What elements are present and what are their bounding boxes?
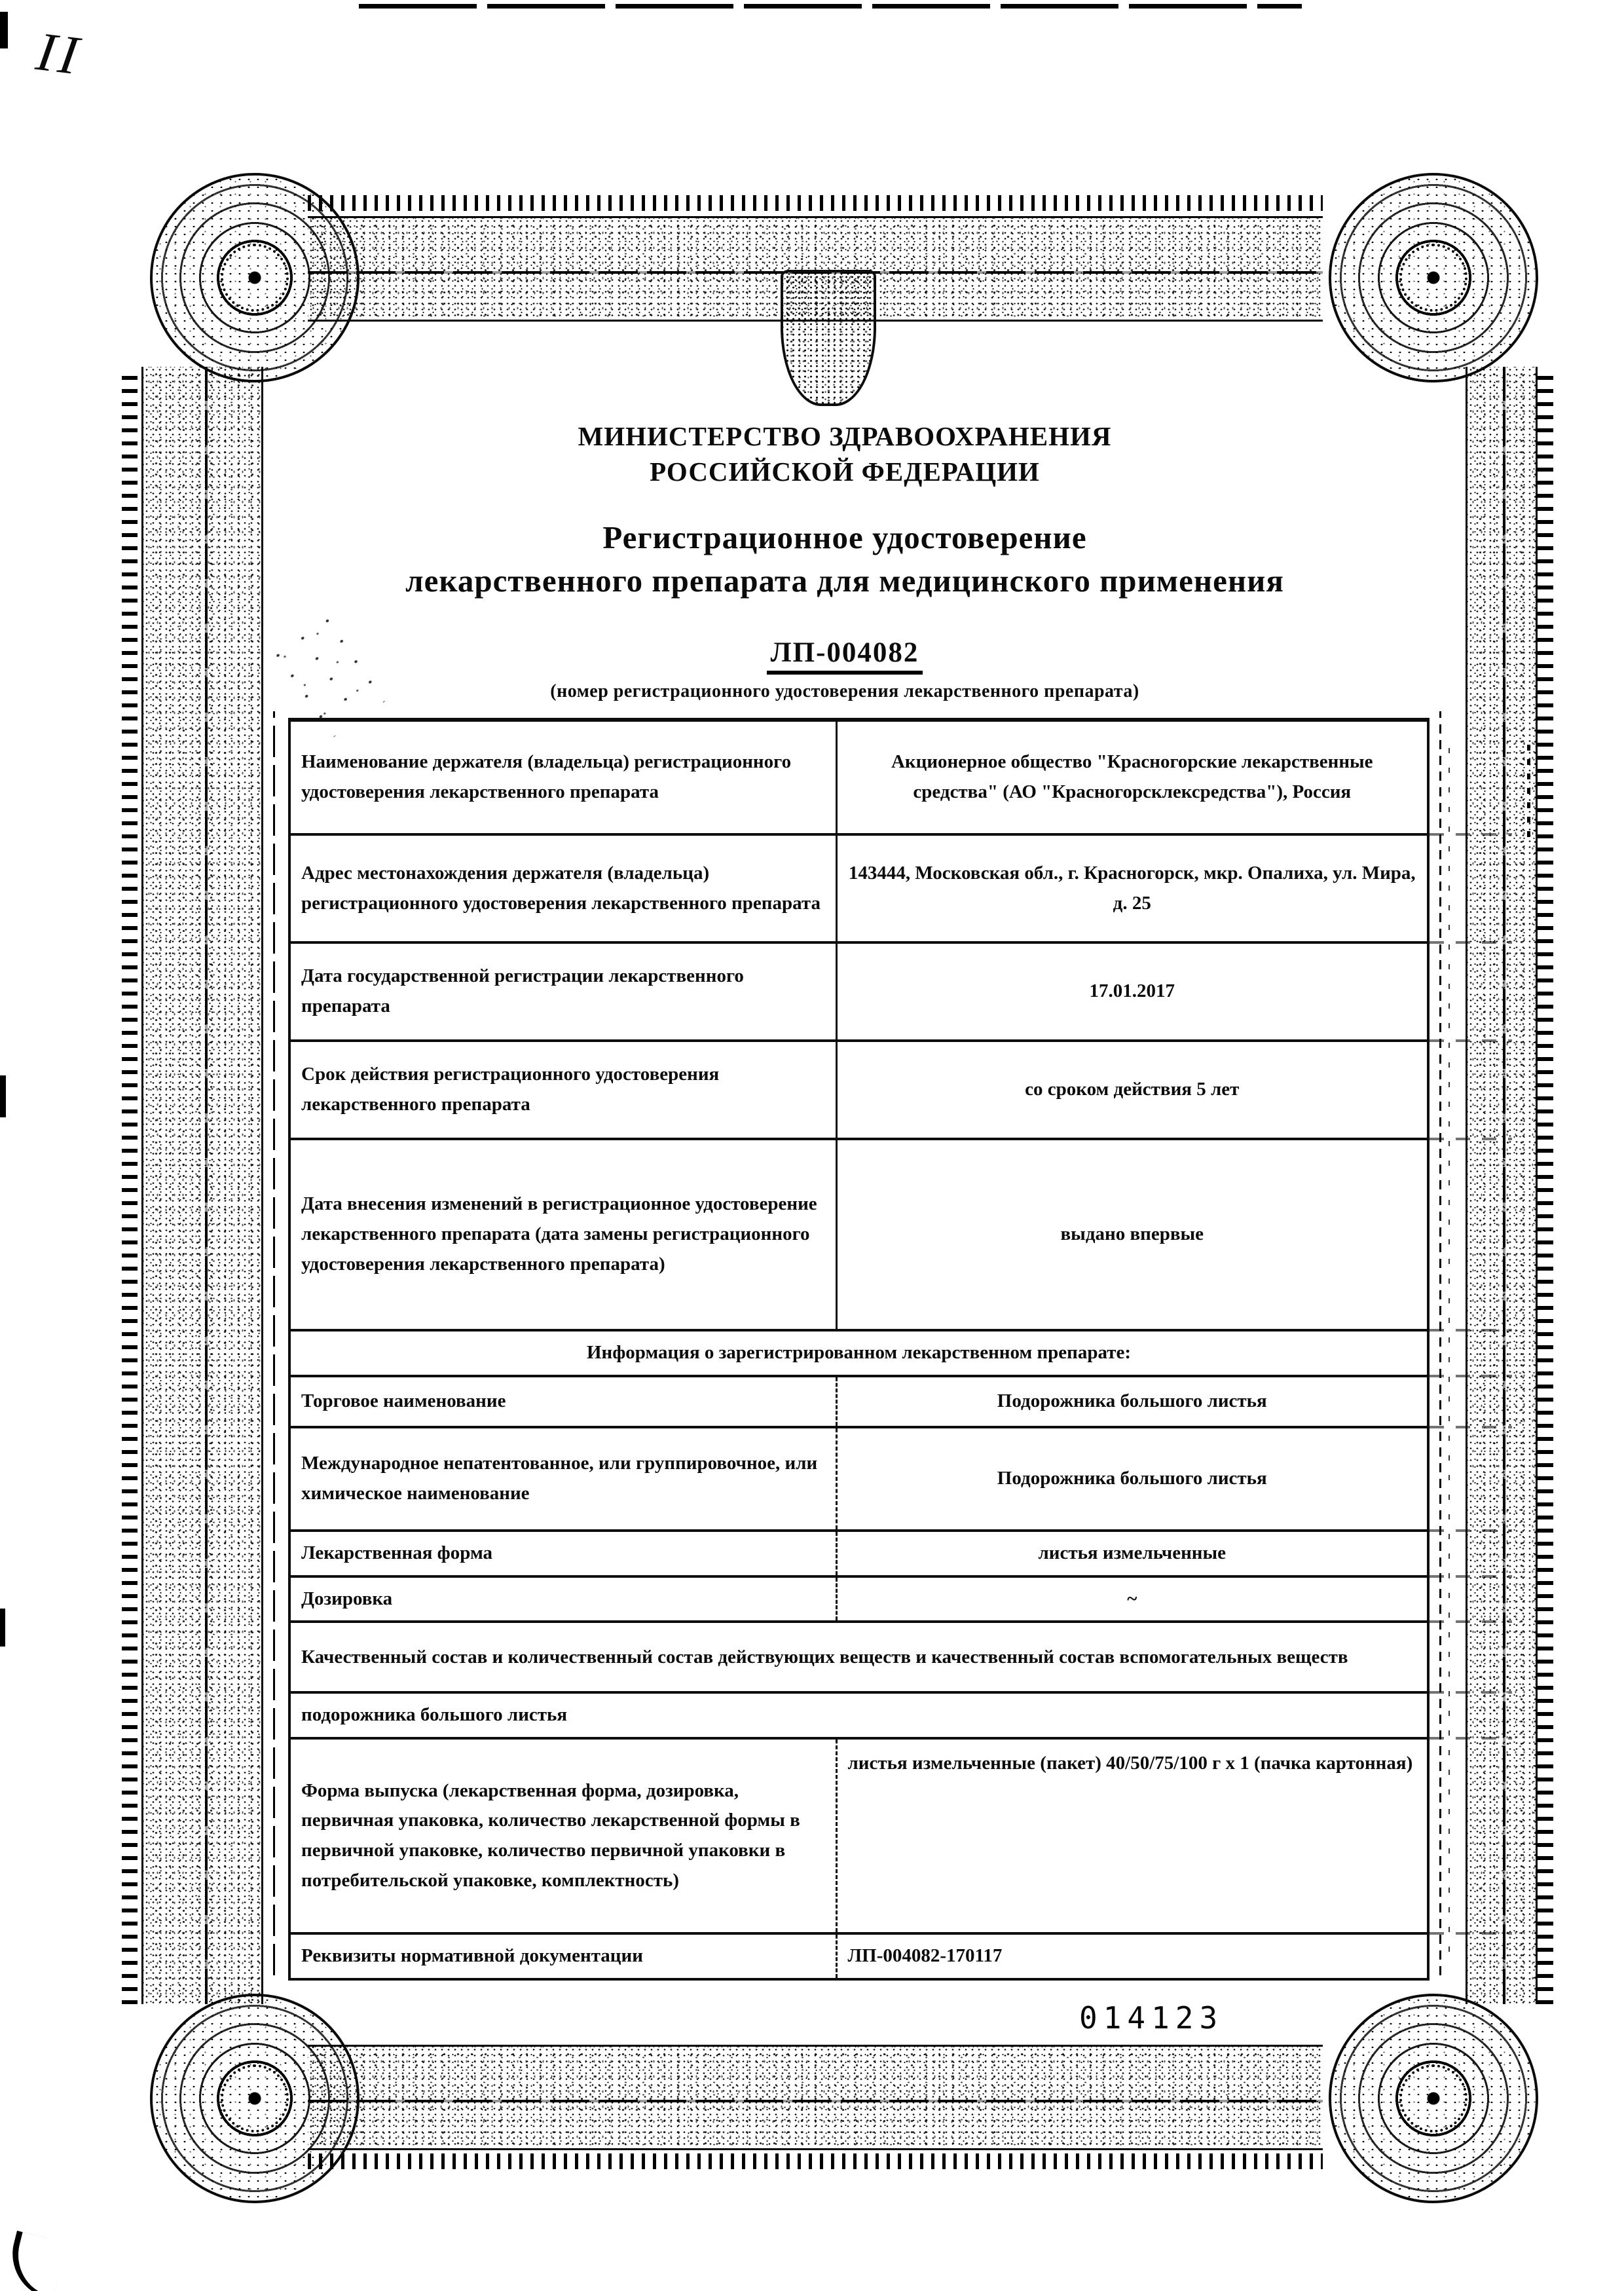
registration-number-wrap — [275, 637, 1414, 675]
row-value: листья измельченные — [1038, 1542, 1227, 1563]
row-value: листья измельченные (пакет) 40/50/75/100 г х 1 (пачка картонная) — [847, 1753, 1413, 1774]
row-label: Лекарственная форма — [291, 1532, 838, 1575]
row-label: Торговое наименование — [291, 1377, 838, 1426]
row-value: ~ — [1127, 1588, 1137, 1609]
table-row — [291, 1375, 1427, 1426]
frame-rosette-bottom-right — [1329, 1994, 1538, 2203]
frame-band-bottom — [308, 2045, 1323, 2150]
frame-ticks-bottom — [308, 2153, 1323, 2169]
row-value: Подорожника большого листья — [997, 1390, 1267, 1411]
table-row — [291, 941, 1427, 1039]
row-value: 143444, Московская обл., г. Красногорск, мкр. Опалиха, ул. Мира, д. 25 — [848, 862, 1416, 914]
frame-band-left — [141, 367, 263, 2004]
row-value: ЛП-004082-170117 — [847, 1945, 1003, 1967]
russia-coat-of-arms-icon — [781, 270, 876, 406]
table-row — [291, 1575, 1427, 1621]
row-value: 17.01.2017 — [1089, 980, 1175, 1002]
row-value: Подорожника большого листья — [997, 1467, 1267, 1489]
table-full-row — [291, 1691, 1427, 1737]
handwritten-ii-mark: II — [28, 22, 93, 86]
table-section-header-row — [291, 1329, 1427, 1375]
section-header: Информация о зарегистрированном лекарственном препарате: — [586, 1342, 1132, 1363]
table-row — [291, 833, 1427, 941]
table-full-row — [291, 1620, 1427, 1691]
table-row — [291, 1529, 1427, 1575]
scan-artifact-edge — [0, 1609, 5, 1647]
frame-rosette-top-right — [1329, 173, 1538, 382]
table-row — [291, 1737, 1427, 1932]
scan-artifact-top-line — [359, 4, 1302, 9]
full-row-text: Качественный состав и количественный состав действующих веществ и качественный состав вспомогательных веществ — [301, 1646, 1348, 1667]
row-value: выдано впервые — [1060, 1223, 1204, 1245]
table-row — [291, 722, 1427, 833]
scan-artifact-edge — [0, 1075, 6, 1117]
row-label: Форма выпуска (лекарственная форма, дозировка, первичная упаковка, количество лекарственной формы в первичной упаковке, количество первичной упаковки в потребительской упаковке, комплектность) — [291, 1740, 838, 1932]
row-value: со сроком действия 5 лет — [1025, 1079, 1240, 1100]
document-title-line2: лекарственного препарата для медицинского применения — [405, 563, 1284, 599]
frame-ticks-top — [308, 195, 1323, 211]
ministry-name-line1: МИНИСТЕРСТВО ЗДРАВООХРАНЕНИЯ — [578, 421, 1112, 451]
frame-band-right — [1466, 367, 1538, 2004]
frame-ticks-right — [1538, 367, 1553, 2004]
scan-artifact-edge — [0, 12, 8, 48]
frame-inner-line-right — [1439, 711, 1441, 1975]
table-row — [291, 1426, 1427, 1529]
frame-ticks-left — [122, 367, 138, 2004]
row-label: Наименование держателя (владельца) регистрационного удостоверения лекарственного препарата — [291, 722, 838, 833]
document-title-line1: Регистрационное удостоверение — [602, 519, 1087, 555]
registration-number-caption: (номер регистрационного удостоверения лекарственного препарата) — [550, 681, 1139, 701]
registration-number: ЛП-004082 — [767, 637, 923, 675]
row-label: Дата государственной регистрации лекарственного препарата — [291, 944, 838, 1039]
row-label: Международное непатентованное, или группировочное, или химическое наименование — [291, 1428, 838, 1529]
row-label: Дата внесения изменений в регистрационное удостоверение лекарственного препарата (дата замены регистрационного удостоверения лекарственного препарата) — [291, 1140, 838, 1329]
full-row-text: подорожника большого листья — [301, 1704, 568, 1726]
row-label: Дозировка — [291, 1578, 838, 1621]
frame-inner-line-left — [273, 711, 275, 1975]
frame-inner-line-right-2 — [1449, 734, 1450, 1952]
table-row — [291, 1932, 1427, 1978]
form-serial-number: 014123 — [1079, 2000, 1224, 2036]
row-value: Акционерное общество "Красногорские лекарственные средства" (АО "Красногорсклексредства"), Россия — [891, 751, 1373, 802]
table-row — [291, 1138, 1427, 1329]
frame-rosette-top-left — [150, 173, 360, 382]
ministry-name-line2: РОССИЙСКОЙ ФЕДЕРАЦИИ — [650, 456, 1040, 487]
row-label: Срок действия регистрационного удостоверения лекарственного препарата — [291, 1042, 838, 1138]
table-row — [291, 1039, 1427, 1138]
row-label: Реквизиты нормативной документации — [291, 1935, 838, 1978]
scan-artifact-corner-scratch — [3, 2231, 67, 2291]
certificate-table — [288, 718, 1430, 1981]
frame-rosette-bottom-left — [150, 1994, 360, 2203]
row-label: Адрес местонахождения держателя (владельца) регистрационного удостоверения лекарственного препарата — [291, 836, 838, 941]
